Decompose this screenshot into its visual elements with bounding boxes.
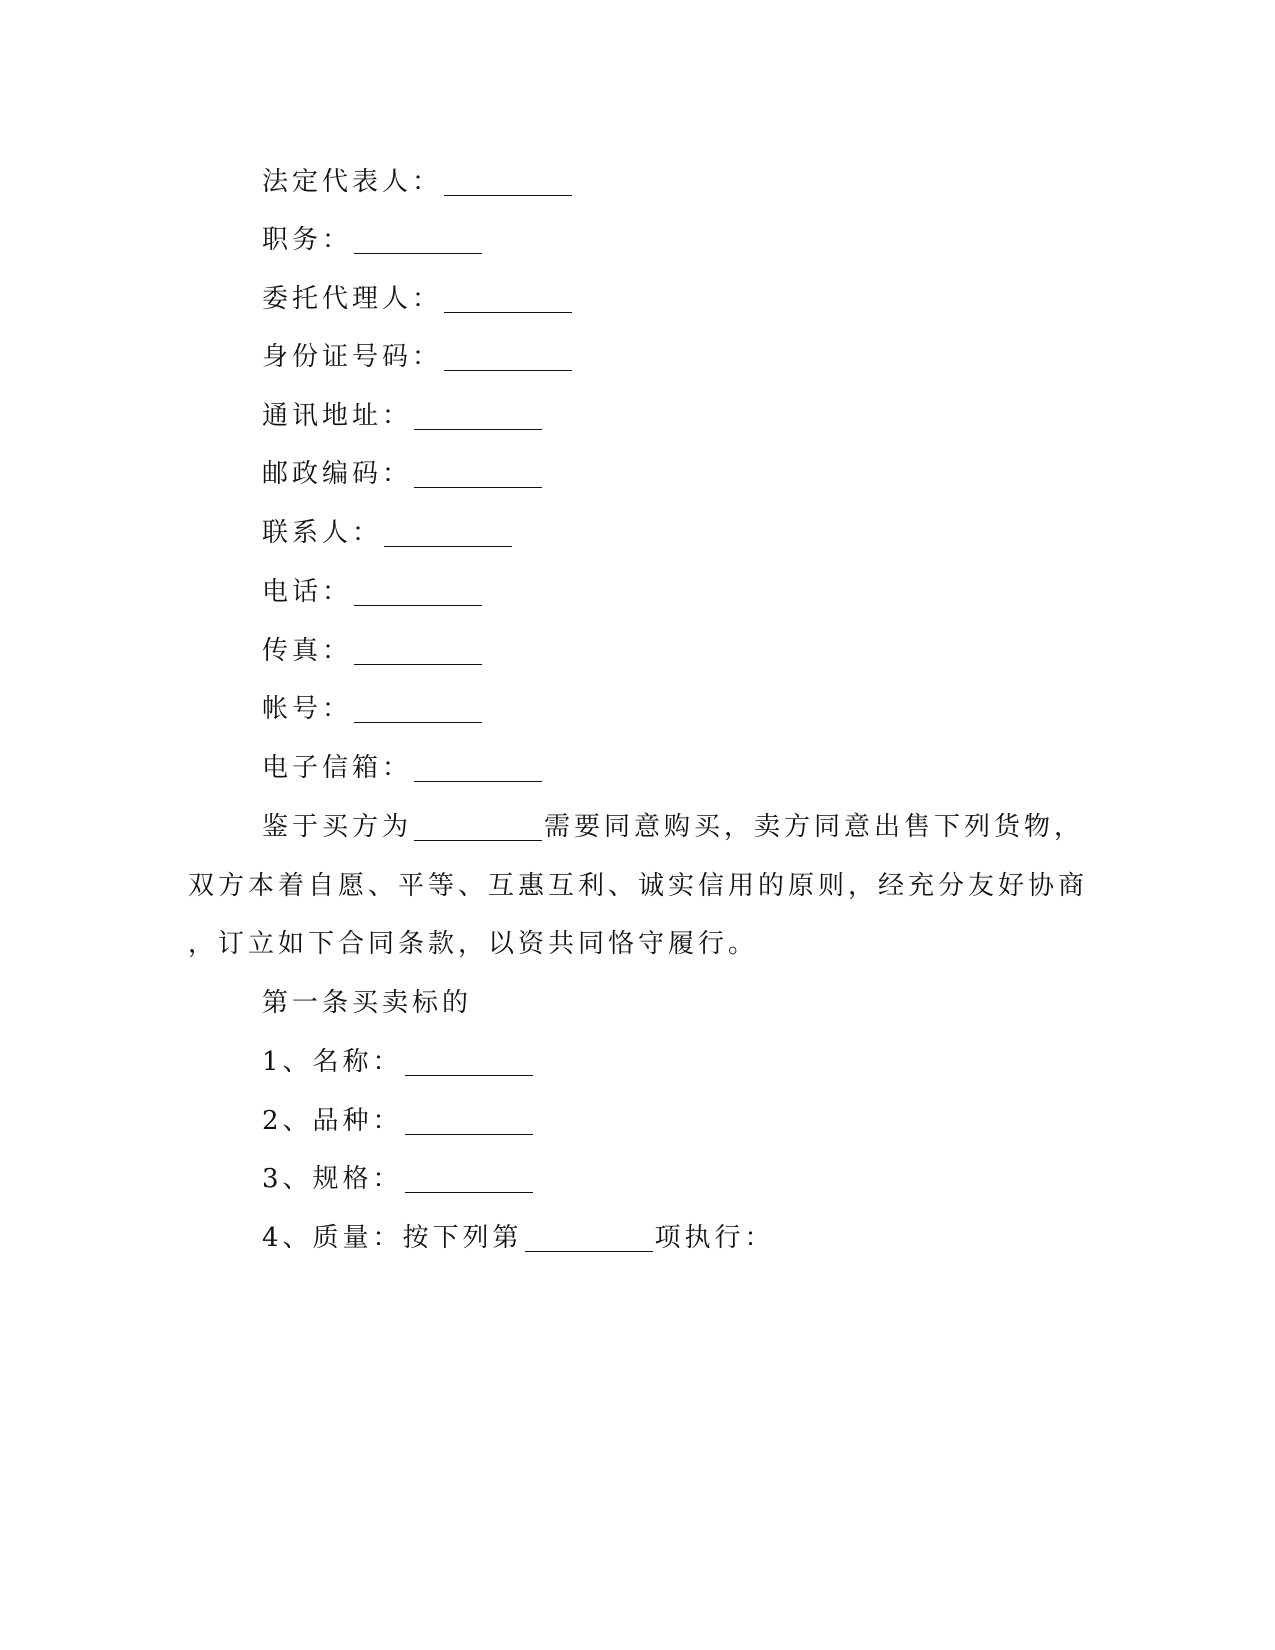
preamble-text-part2: 需要同意购买，卖方同意出售下列货物， — [544, 812, 1085, 842]
field-fax — [262, 635, 484, 667]
field-label: 电话： — [262, 577, 353, 607]
field-legal-representative — [262, 166, 574, 198]
field-label: 帐号： — [262, 694, 353, 724]
fill-in-blank[interactable] — [405, 1166, 533, 1193]
article-item-quality — [262, 1222, 775, 1254]
field-id-number — [262, 341, 574, 373]
item-label: 3、规格： — [262, 1164, 403, 1194]
fill-in-blank[interactable] — [444, 169, 572, 196]
fill-in-blank[interactable] — [354, 227, 482, 254]
field-label: 身份证号码： — [262, 342, 443, 372]
field-label: 联系人： — [262, 518, 383, 548]
article-item-specification — [262, 1163, 535, 1195]
preamble-line-3 — [188, 928, 758, 960]
fill-in-blank[interactable] — [414, 461, 542, 488]
field-mailing-address — [262, 400, 544, 432]
field-email — [262, 752, 544, 784]
article-1-heading — [262, 987, 472, 1019]
article-item-variety — [262, 1105, 535, 1137]
article-item-name — [262, 1046, 535, 1078]
preamble-text: 双方本着自愿、平等、互惠互利、诚实信用的原则，经充分友好协商 — [188, 871, 1089, 901]
field-label: 委托代理人： — [262, 284, 443, 314]
fill-in-blank[interactable] — [354, 638, 482, 665]
preamble-line-2 — [188, 870, 1088, 902]
field-label: 传真： — [262, 636, 353, 666]
preamble-text-part1: 鉴于买方为 — [262, 812, 413, 842]
field-label: 通讯地址： — [262, 401, 413, 431]
preamble-text: ，订立如下合同条款，以资共同恪守履行。 — [188, 929, 759, 959]
fill-in-blank[interactable] — [405, 1108, 533, 1135]
field-postal-code — [262, 458, 544, 490]
field-label: 法定代表人： — [262, 167, 443, 197]
fill-in-blank[interactable] — [414, 814, 542, 841]
field-account-number — [262, 693, 484, 725]
item-label: 1、名称： — [262, 1047, 403, 1077]
field-label: 电子信箱： — [262, 753, 413, 783]
fill-in-blank[interactable] — [444, 286, 572, 313]
preamble-line-1 — [262, 811, 1084, 843]
field-position — [262, 224, 484, 256]
fill-in-blank[interactable] — [354, 579, 482, 606]
item-suffix: 项执行： — [654, 1223, 775, 1253]
field-contact-person — [262, 517, 514, 549]
article-title: 第一条买卖标的 — [262, 988, 473, 1018]
fill-in-blank[interactable] — [384, 520, 512, 547]
fill-in-blank[interactable] — [444, 344, 572, 371]
fill-in-blank[interactable] — [414, 755, 542, 782]
field-label: 邮政编码： — [262, 459, 413, 489]
fill-in-blank[interactable] — [525, 1225, 653, 1252]
fill-in-blank[interactable] — [405, 1049, 533, 1076]
item-label: 2、品种： — [262, 1106, 403, 1136]
fill-in-blank[interactable] — [414, 403, 542, 430]
item-label: 4、质量：按下列第 — [262, 1223, 523, 1253]
field-telephone — [262, 576, 484, 608]
field-label: 职务： — [262, 225, 353, 255]
field-authorized-agent — [262, 283, 574, 315]
fill-in-blank[interactable] — [354, 696, 482, 723]
